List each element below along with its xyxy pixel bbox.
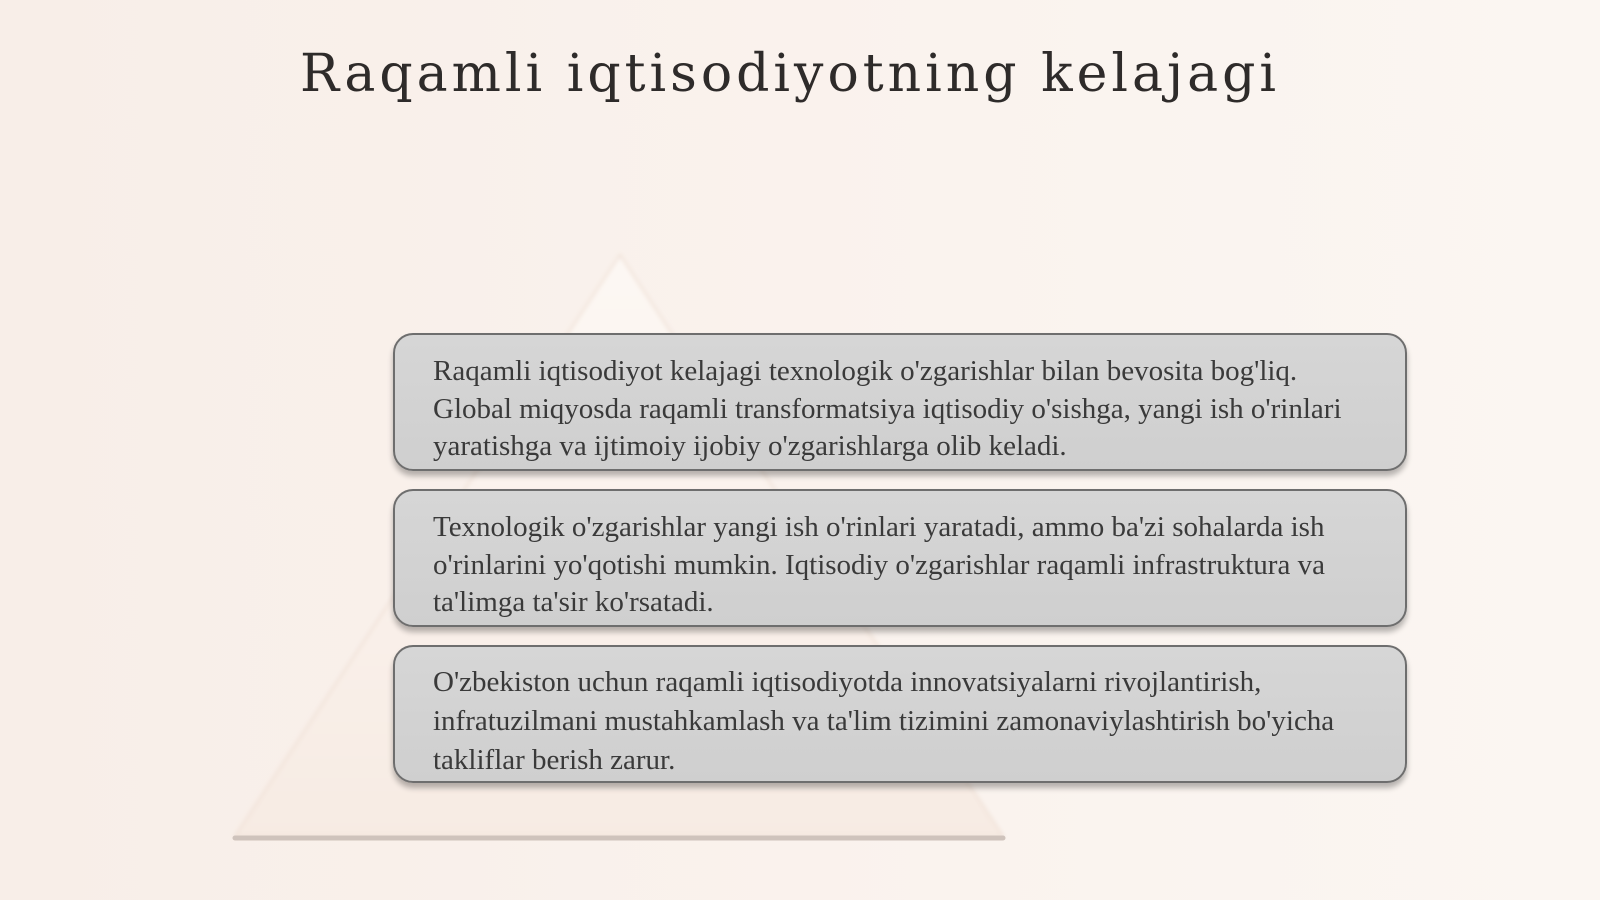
text-block-1 bbox=[393, 333, 1407, 471]
slide-title: Raqamli iqtisodiyotning kelajagi bbox=[299, 44, 1281, 104]
text-block-3 bbox=[393, 645, 1407, 783]
text-block-1-content: Raqamli iqtisodiyot kelajagi texnologik o'zgarishlar bilan bevosita bog'liq. Global miqyosda raqamli transformatsiya iqtisodiy o'sishga, yangi ish o'rinlari yaratishga va ijtimoiy ijobiy o'zgarishlarga olib keladi. bbox=[433, 355, 1342, 462]
text-block-2-content: Texnologik o'zgarishlar yangi ish o'rinlari yaratadi, ammo ba'zi sohalarda ish o'rinlarini yo'qotishi mumkin. Iqtisodiy o'zgarishlar raqamli infrastruktura va ta'limga ta'sir ko'rsatadi. bbox=[433, 511, 1325, 618]
text-block-2 bbox=[393, 489, 1407, 627]
text-block-3-content: O'zbekiston uchun raqamli iqtisodiyotda innovatsiyalarni rivojlantirish, infratuzilmani mustahkamlash va ta'lim tizimini zamonaviylashtirish bo'yicha takliflar berish zarur. bbox=[433, 666, 1335, 776]
